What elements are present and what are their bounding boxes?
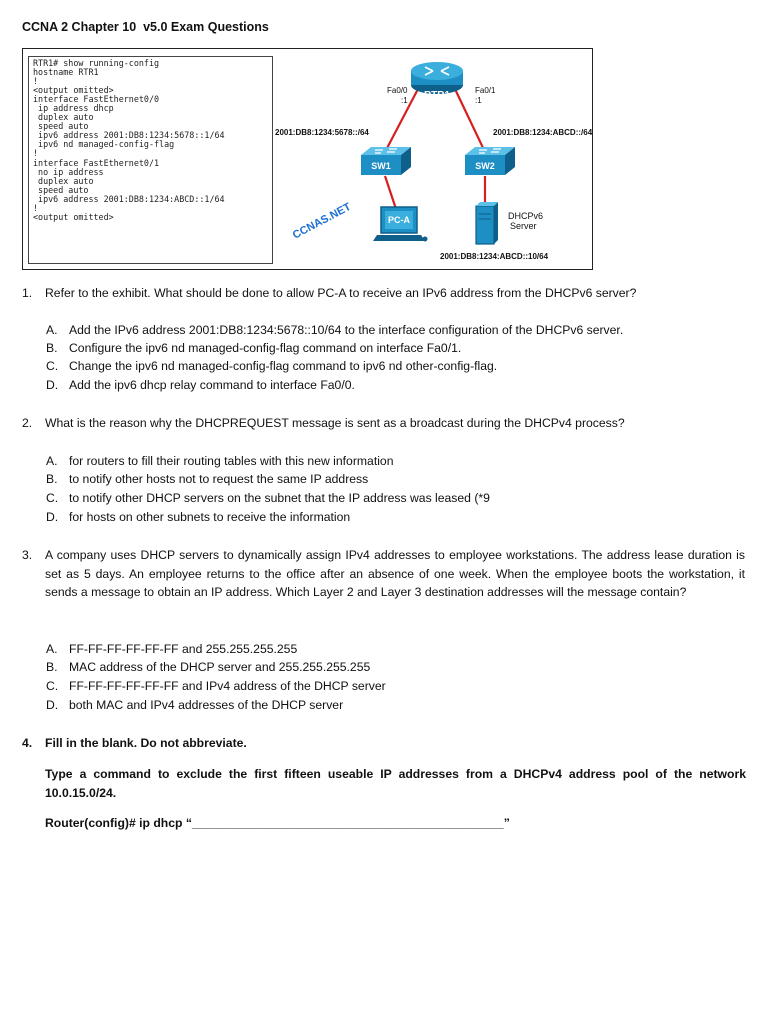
network-diagram <box>275 49 593 269</box>
option-text: FF-FF-FF-FF-FF-FF and 255.255.255.255 <box>69 642 298 656</box>
sw2-label: SW2 <box>475 161 495 171</box>
option-3a <box>46 640 297 659</box>
option-letter: D. <box>46 510 59 524</box>
document-title: CCNA 2 Chapter 10 v5.0 Exam Questions <box>22 20 269 34</box>
server-label-2: Server <box>510 221 537 231</box>
config-line: <output omitted> <box>33 211 114 222</box>
option-letter: C. <box>46 491 59 505</box>
option-text: Configure the ipv6 nd managed-config-flag command on interface Fa0/1. <box>69 341 462 355</box>
config-line: ! <box>33 148 39 159</box>
option-text: to notify other DHCP servers on the subnet that the IP address was leased (*9 <box>69 491 490 505</box>
question-number: 1. <box>22 286 33 300</box>
option-letter: B. <box>46 472 58 486</box>
server-icon <box>476 202 498 244</box>
option-1d <box>46 376 355 395</box>
question-4 <box>22 734 746 753</box>
config-line: duplex auto <box>33 112 94 123</box>
config-line: ipv6 address 2001:DB8:1234:5678::1/64 <box>33 130 225 141</box>
option-letter: A. <box>46 642 58 656</box>
option-text: both MAC and IPv4 addresses of the DHCP server <box>69 698 344 712</box>
question-text: A company uses DHCP servers to dynamically assign IPv4 addresses to employee workstations. The address lease duration is set as 5 days. An employee returns to the office after an absence of one week. When the employee boots the workstation, it sends a message to obtain an IP address. Which Layer 2 and Layer 3 destination addresses will the message contain? <box>45 548 745 600</box>
config-line: ipv6 address 2001:DB8:1234:ABCD::1/64 <box>33 193 225 204</box>
config-line: speed auto <box>33 121 89 132</box>
option-text: for hosts on other subnets to receive the information <box>69 510 351 524</box>
option-2a <box>46 452 393 471</box>
pc-label: PC-A <box>388 215 410 225</box>
option-3b <box>46 658 370 677</box>
question-3 <box>22 546 746 622</box>
option-letter: B. <box>46 660 58 674</box>
option-text: for routers to fill their routing tables with this new information <box>69 454 394 468</box>
exhibit <box>22 48 593 270</box>
option-1b <box>46 339 461 358</box>
config-line: no ip address <box>33 166 104 177</box>
question-4-prompt: Type a command to exclude the first fifteen useable IP addresses from a DHCPv4 address pool of the network 10.0.15.0/24. <box>45 767 746 800</box>
config-line: RTR1# show running-config <box>33 58 160 68</box>
option-2d <box>46 508 350 527</box>
fa00-label: Fa0/0 <box>387 86 408 95</box>
option-2c <box>46 489 490 508</box>
sw1-label: SW1 <box>371 161 391 171</box>
config-line: hostname RTR1 <box>33 67 99 78</box>
config-line: duplex auto <box>33 175 94 186</box>
right-network-label: 2001:DB8:1234:ABCD::/64 <box>493 128 593 137</box>
option-2b <box>46 470 368 489</box>
question-text: Fill in the blank. Do not abbreviate. <box>45 736 247 750</box>
option-1c <box>46 357 497 376</box>
answer-blank[interactable]: Router(config)# ip dhcp “______________________________________________” <box>45 816 510 830</box>
fa01-addr: :1 <box>475 96 482 105</box>
option-letter: A. <box>46 323 58 337</box>
option-letter: B. <box>46 341 58 355</box>
option-letter: C. <box>46 359 59 373</box>
option-letter: D. <box>46 378 59 392</box>
option-3c <box>46 677 386 696</box>
question-number: 3. <box>22 548 33 562</box>
router-label: RTR1 <box>423 90 451 101</box>
fa01-label: Fa0/1 <box>475 86 496 95</box>
watermark-text: CCNAS.NET <box>290 200 354 242</box>
question-2 <box>22 414 746 433</box>
config-line: interface FastEthernet0/1 <box>33 157 160 168</box>
question-text: What is the reason why the DHCPREQUEST message is sent as a broadcast during the DHCPv4 process? <box>45 416 625 430</box>
question-number: 2. <box>22 416 33 430</box>
option-3d <box>46 696 343 715</box>
server-label-1: DHCPv6 <box>508 211 544 221</box>
option-text: FF-FF-FF-FF-FF-FF and IPv4 address of the DHCP server <box>69 679 386 693</box>
config-line: <output omitted> <box>33 85 114 96</box>
option-letter: D. <box>46 698 59 712</box>
option-letter: A. <box>46 454 58 468</box>
option-text: MAC address of the DHCP server and 255.255.255.255 <box>69 660 371 674</box>
config-line: speed auto <box>33 184 89 195</box>
fa00-addr: :1 <box>401 96 408 105</box>
option-letter: C. <box>46 679 59 693</box>
server-address-label: 2001:DB8:1234:ABCD::10/64 <box>440 252 549 261</box>
question-1 <box>22 284 746 303</box>
option-text: Add the ipv6 dhcp relay command to interface Fa0/0. <box>69 378 355 392</box>
question-number: 4. <box>22 736 33 750</box>
config-line: ! <box>33 202 39 213</box>
config-line: ipv6 nd managed-config-flag <box>33 139 175 150</box>
option-text: Change the ipv6 nd managed-config-flag command to ipv6 nd other-config-flag. <box>69 359 498 373</box>
config-line: ip address dhcp <box>33 103 114 114</box>
config-line: interface FastEthernet0/0 <box>33 94 160 105</box>
left-network-label: 2001:DB8:1234:5678::/64 <box>275 128 369 137</box>
config-line: ! <box>33 76 39 87</box>
option-text: Add the IPv6 address 2001:DB8:1234:5678::10/64 to the interface configuration of the DHCPv6 server. <box>69 323 624 337</box>
option-text: to notify other hosts not to request the same IP address <box>69 472 369 486</box>
question-text: Refer to the exhibit. What should be done to allow PC-A to receive an IPv6 address from the DHCPv6 server? <box>45 286 637 300</box>
running-config-box <box>28 56 273 264</box>
option-1a <box>46 321 623 340</box>
